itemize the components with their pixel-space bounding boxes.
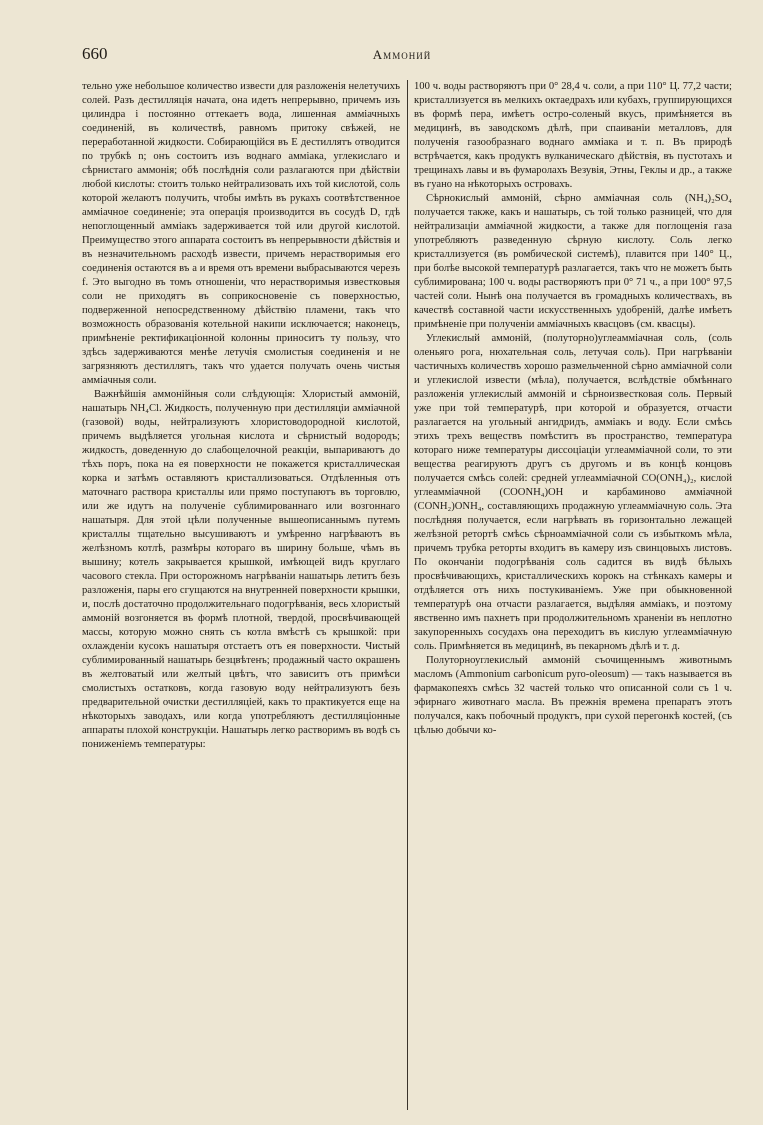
page-header xyxy=(82,44,722,68)
paragraph: Важнѣйшія аммонійныя соли слѣдующія: Хлористый аммоній, нашатырь NH₄Cl. Жидкость, полученную при дестилляціи аммiачной (газовой) воды, нейтрализуютъ хлористоводородной кислотой, причемъ выдѣляется угольная кислота и сѣрнистый водородъ; жидкость, доведенную до слабощелочной реакціи, выпариваютъ до тѣхъ поръ, пока на ея поверхности не покажется кристаллическая корка и затѣмъ оставляютъ кристаллизоваться. Отдѣленныя отъ маточнаго раствора кристаллы или прямо поступаютъ въ торговлю, или же идутъ на полученіе сублимированнаго или возгоннаго нашатыря. Для этой цѣли полученные вышеописаннымъ путемъ кристаллы тщательно высушиваютъ и умѣренно нагрѣваютъ въ желѣзномъ котлѣ, размѣры котораго въ ширину больше, чѣмъ въ вышину; котелъ закрывается крышкой, имѣющей видъ круглаго часового стекла. При осторожномъ нагрѣваніи нашатырь летитъ безъ разложенія, пары его сгущаются на внутренней поверхности крышки, и, послѣ достаточно продолжительнаго подогрѣванія, весь хлористый аммоній возгоняется въ формѣ плотной, твердой, просвѣчивающей массы, которую можно снять съ котла вмѣстѣ съ крышкой: при охлажденіи кусокъ нашатыря отстаетъ отъ ея поверхности. Чистый сублимированный нашатырь безцвѣтенъ; продажный часто окрашенъ въ желтоватый или желтый цвѣтъ, что зависитъ отъ примѣси смолистыхъ остатковъ, когда газовую воду нейтрализуютъ безъ предварительной очистки дестилляціей, какъ то практикуется еще на нѣкоторыхъ заводахъ, или когда употребляютъ дестилляціонные аппараты плохой конструкціи. Нашатырь легко растворимъ въ водѣ съ пониженіемъ температуры: xyxy=(82,389,400,750)
left-column xyxy=(82,80,400,1110)
text-columns xyxy=(82,80,732,1110)
paragraph: тельно уже небольшое количество извести для разложенія нелетучихъ солей. Разъ дестилляція начата, она идетъ непрерывно, причемъ изъ цилиндра і постоянно оттекаетъ вода, лишенная аммiачныхъ соединеній, въ количествѣ, равномъ притоку свѣжей, не переработанной жидкости. Собирающійся въ E дестиллятъ отводится по трубкѣ n; онъ состоитъ изъ воднаго амміака, углекислаго и сѣрнистаго аммонія; обѣ послѣднія соли разлагаются при дѣйствіи любой кислоты: стоитъ только нейтрализовать ихъ той кислотой, соль которой желаютъ получить, чтобы имѣть въ рукахъ соотвѣтственное аммiачное соединеніе; эта операція производится въ сосудѣ D, гдѣ непоглощенный аммiакъ задерживается той или другой кислотой. Преимущество этого аппарата состоитъ въ непрерывности дѣйствія и въ незначительномъ расходѣ извести, причемъ нерастворимыя его соединенія остаются въ a и время отъ времени выбрасываются черезъ f. Это выгодно въ томъ отношеніи, что нерастворимыя известковыя соли не приходятъ въ соприкосновеніе съ поверхностью, подверженной непосредственному дѣйствію пламени, такъ что возможность образованія котельной накипи исключается; наконецъ, примѣненіе ректификаціонной колонны приноситъ ту пользу, что здѣсь задерживаются менѣе летучія смолистыя соединенія и не загрязняютъ дестиллятъ, такъ что удается получать очень чистыя аммiачныя соли. xyxy=(82,81,400,386)
column-divider xyxy=(407,80,408,1110)
paragraph: Сѣрнокислый аммоній, сѣрно аммiачная соль (NH₄)₂SO₄ получается также, какъ и нашатырь, съ той только разницей, что для нейтрализаціи аммiачной жидкости, а также для поглощенія газа употребляютъ разведенную сѣрную кислоту. Соль легко кристаллизуется (въ ромбической системѣ), плавится при 140° Ц., при болѣе высокой температурѣ разлагается, такъ что не можетъ быть сублимирована; 100 ч. воды растворяютъ при 0° 71 ч., а при 100° 97,5 частей соли. Нынѣ она получается въ громадныхъ количествахъ, въ качествѣ составной части искусственныхъ удобреній, далѣе имѣетъ примѣненіе при полученіи аммiачныхъ квасцовъ (см. квасцы). xyxy=(414,193,732,330)
page-number: 660 xyxy=(82,44,108,63)
paragraph: 100 ч. воды растворяютъ при 0° 28,4 ч. соли, а при 110° Ц. 77,2 части; кристаллизуется въ мелкихъ октаедрахъ или кубахъ, группирующихся въ формѣ пера, имѣетъ остро-соленый вкусъ, примѣняется въ медицинѣ, въ заводскомъ дѣлѣ, при спаиваніи металловъ, для полученія газообразнаго воднаго амміака и т. п. Въ природѣ встрѣчается, какъ продуктъ вулканическаго дѣйствія, въ пустотахъ и трещинахъ лавы и въ фумаролахъ Везувія, Этны, Геклы и др., а также въ гуано на нѣкоторыхъ островахъ. xyxy=(414,81,732,190)
paragraph: Полуторноуглекислый аммоній съочищеннымъ животнымъ масломъ (Ammonium carbonicum pyro-oleosum) — такъ называется въ фармакопеяхъ смѣсь 32 частей только что описанной соли съ 1 ч. эфирнаго животнаго масла. Въ прежнія времена препаратъ этотъ получался, какъ побочный продуктъ, при сухой перегонкѣ костей, (съ цѣлью добычи ко- xyxy=(414,655,732,736)
right-column xyxy=(414,80,732,1110)
page-title: Аммоний xyxy=(372,47,432,62)
paragraph: Углекислый аммоній, (полуторно)углеаммiачная соль, (соль оленьяго рога, нюхательная соль, летучая соль). При нагрѣваніи частичныхъ количествъ хорошо размельченной сѣрно аммiачной соли и углекислой извести (мѣла), получается, вслѣдствіе обмѣннаго разложенія углекислый аммоній и сѣрноизвестковая соль. Первый уже при той температурѣ, при которой и образуется, отчасти разлагается на угольный ангидридъ, аммiакъ и воду. Если смѣсь этихъ трехъ веществъ помѣститъ въ пространство, температура котораго ниже температуры диссоціаціи углеаммiачной соли, то эти вещества реагируютъ другъ съ другомъ и въ концѣ концовъ получается смѣсь солей: средней углеаммiачной CO(ONH₄)₂, кислой углеаммiачной (COONH₄)OH и карбаминово аммiачной (CONH₂)ONH₄, составляющихъ продажную углеаммiачную соль. Эта послѣдняя получается, если нагрѣвать въ горизонтально лежащей желѣзной ретортѣ смѣсь сѣрноаммiачной соли съ избыткомъ мѣла, причемъ трубка реторты входитъ въ камеру изъ свинцовыхъ листовъ. По окончаніи подогрѣванія соль садится въ видѣ бѣлыхъ просвѣчивающихъ, кристаллическихъ корокъ на стѣнкахъ камеры и отдѣляется отъ нихъ постукиваніемъ. Уже при обыкновенной температурѣ она отчасти разлагается, выдѣляя аммiакъ, и поэтому явственно имъ пахнетъ при продолжительномъ храненіи въ неплотно закупоренныхъ сосудахъ она переходитъ въ кислую углеаммiачную соль. Примѣняется въ медицинѣ, въ пекарномъ дѣлѣ и т. д. xyxy=(414,333,732,652)
